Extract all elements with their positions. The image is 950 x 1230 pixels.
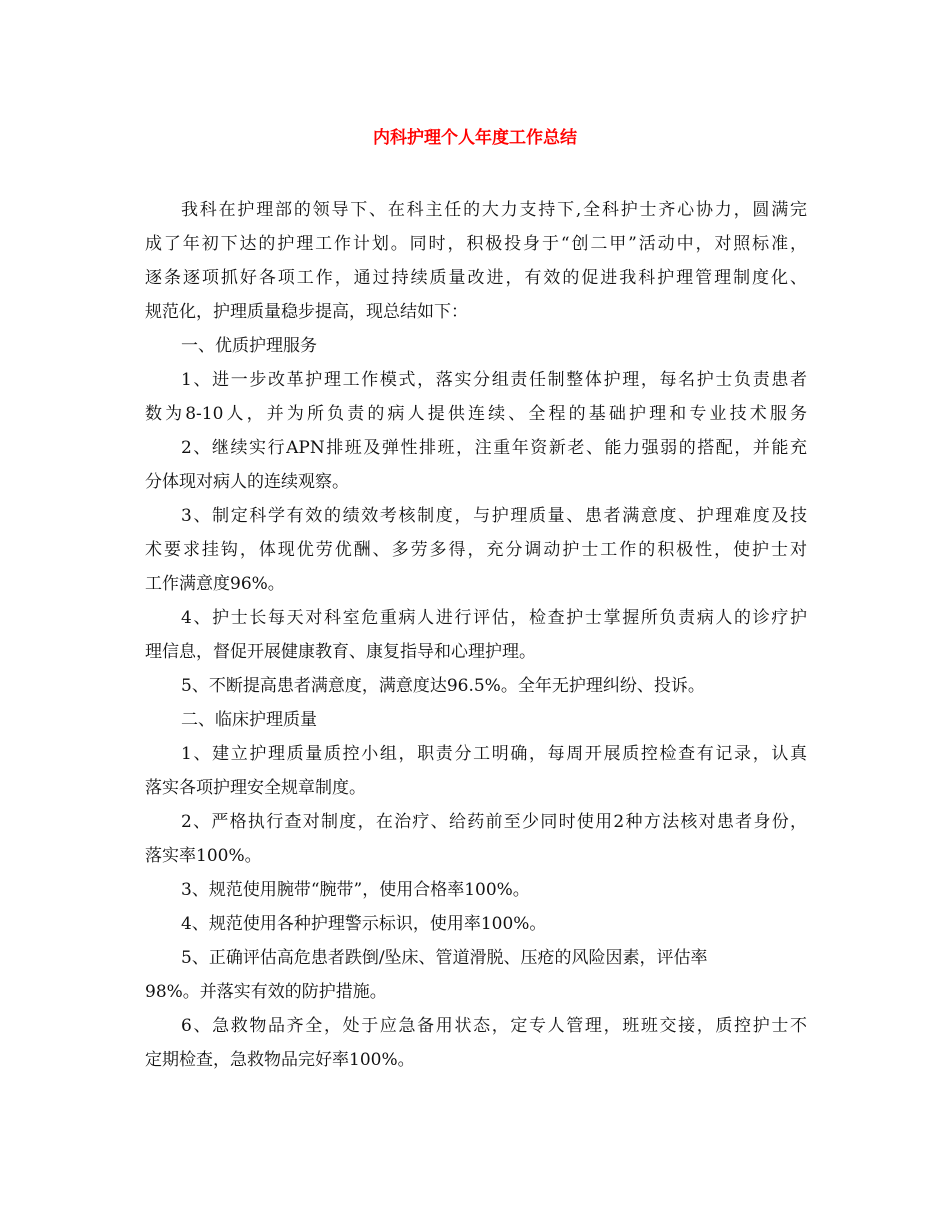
- text-line: 5、不断提高患者满意度，满意度达96.5%。全年无护理纠纷、投诉。: [181, 676, 705, 696]
- text-line: 4、护士长每天对科室危重病人进行评估，检查护士掌握所负责病人的诊疗护: [181, 608, 807, 628]
- document-body: [145, 193, 807, 1077]
- text-line: 1、进一步改革护理工作模式，落实分组责任制整体护理，每名护士负责患者: [181, 370, 807, 390]
- text-line: 5、正确评估高危患者跌倒/坠床、管道滑脱、压疮的风险因素，评估率: [181, 948, 708, 968]
- text-line: 98%。并落实有效的防护措施。: [145, 982, 387, 1002]
- text-line: 理信息，督促开展健康教育、康复指导和心理护理。: [145, 642, 536, 662]
- text-line: 规范化，护理质量稳步提高，现总结如下：: [145, 302, 468, 322]
- text-line: 分体现对病人的连续观察。: [145, 472, 349, 492]
- text-line: 落实率100%。: [145, 846, 262, 866]
- text-line: 数为8-10人，并为所负责的病人提供连续、全程的基础护理和专业技术服务: [145, 404, 807, 424]
- text-line: 成了年初下达的护理工作计划。同时，积极投身于“创二甲”活动中，对照标准，: [145, 234, 807, 254]
- text-line: 1、建立护理质量质控小组，职责分工明确，每周开展质控检查有记录，认真: [181, 744, 807, 764]
- text-line: 工作满意度96%。: [145, 574, 285, 594]
- text-line: 6、急救物品齐全，处于应急备用状态，定专人管理，班班交接，质控护士不: [181, 1016, 807, 1036]
- text-line: 二、临床护理质量: [181, 710, 317, 730]
- text-line: 2、严格执行查对制度，在治疗、给药前至少同时使用2种方法核对患者身份，: [181, 812, 807, 832]
- text-line: 定期检查，急救物品完好率100%。: [145, 1050, 415, 1070]
- text-line: 3、制定科学有效的绩效考核制度，与护理质量、患者满意度、护理难度及技: [181, 506, 807, 526]
- text-line: 逐条逐项抓好各项工作，通过持续质量改进，有效的促进我科护理管理制度化、: [145, 268, 807, 288]
- text-line: 术要求挂钩，体现优劳优酬、多劳多得，充分调动护士工作的积极性，使护士对: [145, 540, 807, 560]
- text-line: 3、规范使用腕带“腕带”，使用合格率100%。: [181, 880, 530, 900]
- text-line: 落实各项护理安全规章制度。: [145, 778, 366, 798]
- document-title: 内科护理个人年度工作总结: [373, 128, 577, 148]
- text-line: 一、优质护理服务: [181, 336, 317, 356]
- text-line: 我科在护理部的领导下、在科主任的大力支持下,全科护士齐心协力，圆满完: [181, 200, 807, 220]
- text-line: 4、规范使用各种护理警示标识，使用率100%。: [181, 914, 547, 934]
- text-line: 2、继续实行APN排班及弹性排班，注重年资新老、能力强弱的搭配，并能充: [181, 438, 807, 458]
